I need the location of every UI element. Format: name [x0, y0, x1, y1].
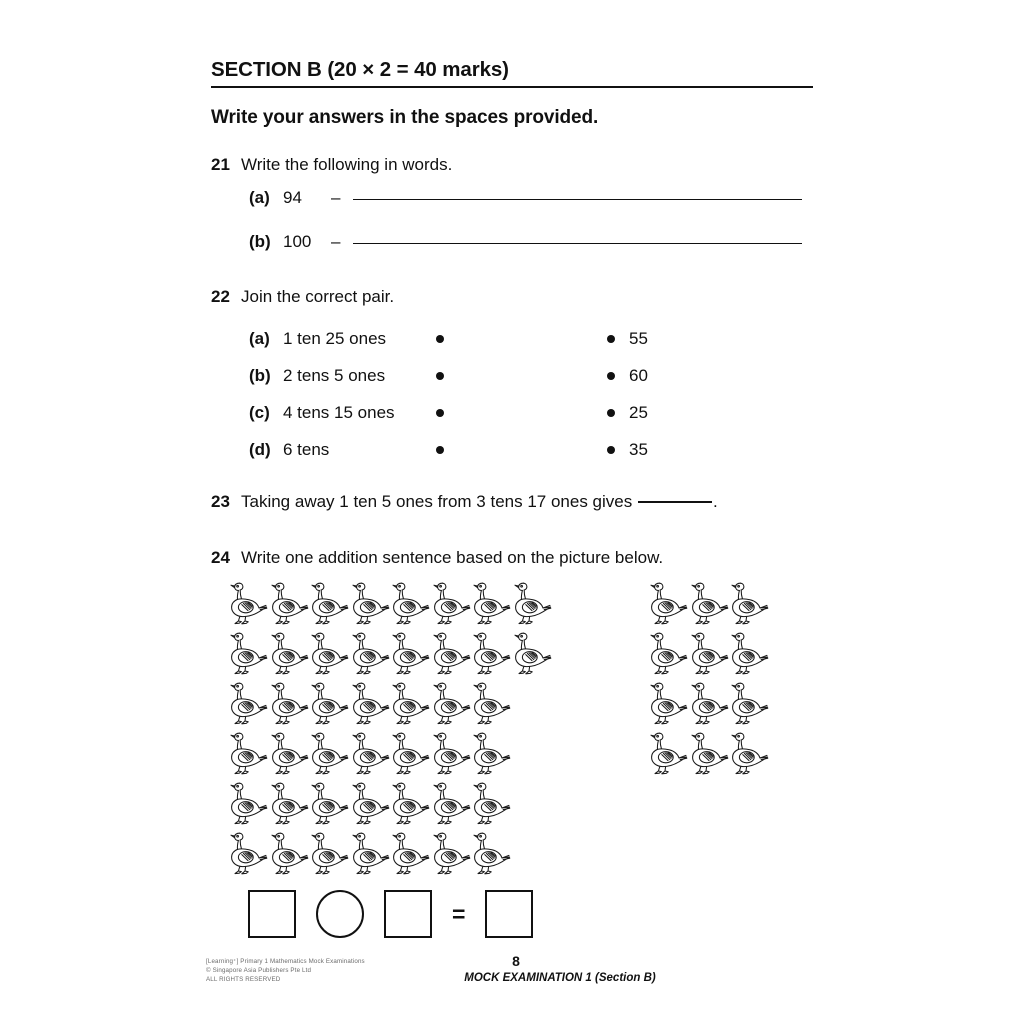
- duck-icon: [471, 680, 512, 730]
- duck-icon: [228, 780, 269, 830]
- section-divider: [211, 86, 813, 88]
- answer-operator-circle[interactable]: [316, 890, 364, 938]
- equals-sign: =: [452, 900, 466, 927]
- duck-group-left: [228, 580, 552, 880]
- question-21-value-b: 100: [283, 232, 312, 251]
- question-23-text-after: .: [712, 492, 718, 511]
- question-21-answer-line-b[interactable]: [353, 243, 802, 244]
- duck-icon: [350, 680, 391, 730]
- question-22-left-dot-a[interactable]: [436, 335, 444, 343]
- question-24: [211, 548, 663, 568]
- duck-icon: [228, 680, 269, 730]
- duck-icon: [648, 680, 689, 730]
- duck-icon: [350, 630, 391, 680]
- duck-icon: [350, 580, 391, 630]
- duck-icon: [390, 630, 431, 680]
- duck-row: [228, 830, 552, 880]
- duck-icon: [269, 680, 310, 730]
- duck-icon: [471, 730, 512, 780]
- question-22-text: Join the correct pair.: [241, 287, 395, 306]
- duck-icon: [350, 730, 391, 780]
- question-22-row-b: [249, 357, 648, 394]
- question-22-left-dot-d[interactable]: [436, 446, 444, 454]
- duck-icon: [269, 830, 310, 880]
- question-23-text: [241, 492, 718, 512]
- question-21-label-a: (a): [249, 188, 270, 207]
- question-22-left-dot-b[interactable]: [436, 372, 444, 380]
- duck-icon: [350, 780, 391, 830]
- footer-exam-title: MOCK EXAMINATION 1 (Section B): [464, 972, 656, 984]
- duck-icon: [471, 830, 512, 880]
- question-22-right-text-d: 35: [629, 439, 648, 459]
- question-22-row-a: [249, 320, 648, 357]
- duck-row: [228, 730, 552, 780]
- duck-row: [228, 630, 552, 680]
- duck-icon: [729, 630, 770, 680]
- duck-icon: [228, 630, 269, 680]
- duck-icon: [309, 730, 350, 780]
- duck-icon: [689, 580, 730, 630]
- question-22-right-dot-a[interactable]: [607, 335, 615, 343]
- duck-icon: [648, 580, 689, 630]
- duck-icon: [689, 730, 730, 780]
- duck-icon: [390, 580, 431, 630]
- footer-credit-line-3: ALL RIGHTS RESERVED: [206, 976, 281, 983]
- question-23-answer-blank[interactable]: [638, 501, 712, 503]
- duck-icon: [309, 630, 350, 680]
- duck-icon: [431, 780, 472, 830]
- question-21-text: Write the following in words.: [241, 155, 453, 174]
- question-22-left-text-c: 4 tens 15 ones: [283, 402, 395, 422]
- duck-icon: [729, 730, 770, 780]
- duck-icon: [309, 580, 350, 630]
- duck-icon: [390, 780, 431, 830]
- duck-icon: [350, 830, 391, 880]
- duck-row: [228, 580, 552, 630]
- duck-icon: [228, 730, 269, 780]
- question-22: [211, 287, 394, 307]
- question-22-right-dot-c[interactable]: [607, 409, 615, 417]
- question-21-value-a: 94: [283, 188, 302, 207]
- question-24-picture: [228, 580, 808, 880]
- duck-icon: [390, 730, 431, 780]
- question-21-dash-b: –: [331, 232, 341, 251]
- duck-row: [648, 580, 770, 630]
- duck-row: [228, 780, 552, 830]
- question-22-left-dot-c[interactable]: [436, 409, 444, 417]
- duck-icon: [309, 780, 350, 830]
- question-21-number: 21: [211, 155, 230, 174]
- question-22-row-d: [249, 431, 648, 468]
- question-22-number: 22: [211, 287, 230, 306]
- instruction-text: Write your answers in the spaces provided.: [211, 107, 599, 128]
- duck-icon: [648, 630, 689, 680]
- question-23-number: 23: [211, 492, 230, 511]
- duck-icon: [269, 780, 310, 830]
- duck-row: [648, 680, 770, 730]
- duck-icon: [431, 830, 472, 880]
- question-22-right-dot-b[interactable]: [607, 372, 615, 380]
- footer-credit-line-2: © Singapore Asia Publishers Pte Ltd: [206, 967, 312, 974]
- duck-icon: [689, 680, 730, 730]
- duck-icon: [390, 830, 431, 880]
- question-24-number: 24: [211, 548, 230, 567]
- question-23-text-before: Taking away 1 ten 5 ones from 3 tens 17 ones gives: [241, 492, 637, 511]
- question-22-matching-rows: [249, 320, 648, 468]
- question-22-label-b: (b): [249, 365, 271, 385]
- question-22-left-text-d: 6 tens: [283, 439, 330, 459]
- footer-credit-line-1: [Learning⁺] Primary 1 Mathematics Mock Examinations: [206, 958, 365, 965]
- question-22-right-dot-d[interactable]: [607, 446, 615, 454]
- answer-box-2[interactable]: [384, 890, 432, 938]
- duck-icon: [309, 680, 350, 730]
- duck-icon: [512, 630, 553, 680]
- question-21-answer-rows: [249, 188, 802, 276]
- duck-row: [648, 630, 770, 680]
- answer-box-1[interactable]: [248, 890, 296, 938]
- question-23: [211, 492, 718, 512]
- page-number: 8: [512, 953, 520, 969]
- duck-icon: [471, 580, 512, 630]
- question-22-right-text-a: 55: [629, 328, 648, 348]
- question-21-row-a: [249, 188, 802, 232]
- question-22-row-c: [249, 394, 648, 431]
- question-24-text: Write one addition sentence based on the picture below.: [241, 548, 664, 567]
- duck-icon: [228, 580, 269, 630]
- duck-icon: [729, 580, 770, 630]
- question-21-answer-line-a[interactable]: [353, 199, 802, 200]
- question-22-left-text-a: 1 ten 25 ones: [283, 328, 387, 348]
- question-22-left-text-b: 2 tens 5 ones: [283, 365, 386, 385]
- duck-icon: [228, 830, 269, 880]
- duck-icon: [431, 630, 472, 680]
- question-24-answer-row: [248, 890, 533, 938]
- question-22-label-c: (c): [249, 402, 270, 422]
- duck-icon: [431, 680, 472, 730]
- section-title: SECTION B (20 × 2 = 40 marks): [211, 58, 509, 81]
- duck-icon: [269, 730, 310, 780]
- duck-icon: [729, 680, 770, 730]
- duck-row: [648, 730, 770, 780]
- duck-icon: [390, 680, 431, 730]
- duck-icon: [269, 630, 310, 680]
- footer-center: [0, 953, 1024, 984]
- duck-icon: [512, 580, 553, 630]
- duck-icon: [471, 780, 512, 830]
- duck-group-right: [648, 580, 770, 780]
- duck-icon: [431, 580, 472, 630]
- answer-box-3[interactable]: [485, 890, 533, 938]
- duck-icon: [471, 630, 512, 680]
- duck-icon: [431, 730, 472, 780]
- question-21-dash-a: –: [331, 188, 341, 207]
- duck-icon: [648, 730, 689, 780]
- question-22-label-a: (a): [249, 328, 270, 348]
- question-21-row-b: [249, 232, 802, 276]
- question-22-right-text-b: 60: [629, 365, 648, 385]
- question-22-right-text-c: 25: [629, 402, 648, 422]
- question-21: [211, 155, 452, 175]
- question-21-label-b: (b): [249, 232, 271, 251]
- duck-icon: [689, 630, 730, 680]
- duck-icon: [309, 830, 350, 880]
- duck-row: [228, 680, 552, 730]
- section-header: [211, 58, 813, 88]
- question-22-label-d: (d): [249, 439, 271, 459]
- duck-icon: [269, 580, 310, 630]
